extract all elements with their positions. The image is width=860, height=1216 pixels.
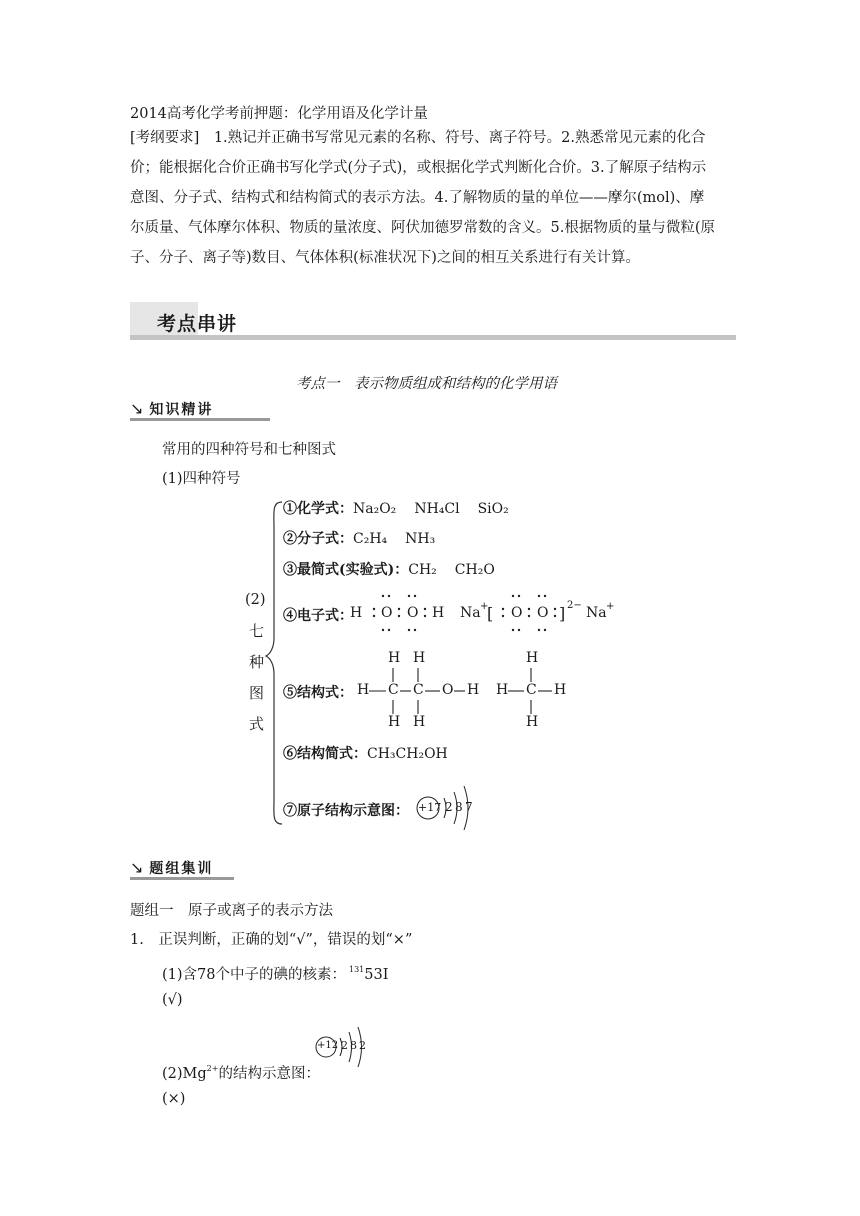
ef-na2: Na: [586, 605, 607, 621]
item-6-value: CH₃CH₂OH: [367, 746, 448, 762]
cl-shell-1: 2: [445, 800, 453, 814]
question-1: 1. 正误判断，正确的划“√”，错误的划“×”: [130, 932, 413, 948]
knowledge-header-label: 知识精讲: [149, 402, 214, 418]
q1-1-text: (1)含78个中子的碘的核素：: [162, 967, 346, 983]
ef-h1: H: [350, 605, 363, 621]
item-empirical-formula: [283, 559, 495, 579]
section-band: [130, 302, 736, 340]
arrow-icon: ↘: [130, 399, 144, 418]
requirements-paragraph: [130, 128, 715, 278]
sf-eth-bot-1: H: [388, 714, 401, 730]
ef-na1-charge: +: [480, 601, 489, 612]
electron-formula: [350, 592, 640, 634]
section-label: 考点串讲: [157, 313, 238, 335]
question-1-2: [162, 1059, 320, 1084]
item-5-label: ⑤结构式：: [283, 685, 353, 701]
sf-meth-top: H: [526, 650, 539, 666]
q1-1-mass-number: 131: [349, 965, 365, 974]
bracket-char-2: 种: [249, 653, 265, 671]
bracket-char-1: 七: [249, 622, 265, 640]
sf-meth-3: H: [554, 682, 567, 698]
sf-eth-2: C: [388, 682, 399, 698]
item-6-label: ⑥结构简式：: [283, 746, 367, 762]
answer-1-1: (√): [162, 992, 183, 1008]
bond-lines: [355, 648, 575, 734]
ef-anion-charge: 2−: [567, 600, 582, 611]
bracket-char-4: 式: [249, 715, 265, 733]
arrow-icon: ↘: [130, 858, 144, 877]
sf-eth-5: H: [467, 682, 480, 698]
sf-eth-3: C: [413, 682, 424, 698]
bracket-char-3: 图: [249, 684, 265, 702]
cl-shell-3: 7: [465, 800, 473, 814]
q1-2-text: 的结构示意图：: [218, 1066, 320, 1082]
q1-1-symbol: 53I: [364, 967, 389, 983]
practice-header-label: 题组集训: [149, 861, 214, 877]
ef-right-bracket: ]: [559, 604, 566, 623]
document-title: 2014高考化学考前押题：化学用语及化学计量: [130, 106, 428, 122]
four-symbols-label: (1)四种符号: [162, 471, 241, 487]
mg-nucleus: +12: [317, 1040, 339, 1051]
sf-meth-2: C: [526, 682, 537, 698]
sf-eth-bot-2: H: [413, 714, 426, 730]
sf-eth-4: O: [442, 682, 454, 698]
req-line-5: 子、分子、离子等)数目、气体体积(标准状况下)之间的相互关系进行有关计算。: [130, 250, 640, 266]
q1-2-charge: 2+: [206, 1064, 219, 1073]
cl-shell-2: 8: [455, 800, 463, 814]
mg-shell-3: 2: [359, 1039, 366, 1052]
bracket-number: (2): [245, 592, 266, 608]
ef-o4: O: [537, 605, 549, 621]
ef-o2: O: [407, 605, 419, 621]
atom-diagram-mg: [312, 1022, 368, 1072]
item-3-value-1: CH₂: [408, 562, 437, 578]
group-1-title: 题组一 原子或离子的表示方法: [130, 903, 333, 919]
knowledge-intro: 常用的四种符号和七种图式: [162, 442, 336, 458]
item-1-value-1: Na₂O₂: [353, 501, 397, 517]
mg-shell-1: 2: [341, 1039, 348, 1052]
req-line-4: 尔质量、气体摩尔体积、物质的量浓度、阿伏加德罗常数的含义。5.根据物质的量与微粒(原: [130, 220, 715, 236]
ef-o1: O: [381, 605, 393, 621]
sf-eth-top-1: H: [388, 650, 401, 666]
ef-left-bracket: [: [487, 604, 494, 623]
ef-na2-charge: +: [606, 601, 615, 612]
atom-diagram-cl: [412, 780, 476, 836]
sf-eth-1: H: [357, 682, 370, 698]
knowledge-header: [130, 399, 270, 423]
item-7-label: ⑦原子结构示意图：: [283, 803, 409, 819]
structural-formula: [355, 648, 575, 734]
mg-shell-2: 8: [350, 1039, 357, 1052]
item-1-label: ①化学式：: [283, 501, 353, 517]
req-line-2: 价；能根据化合价正确书写化学式(分子式)，或根据化学式判断化合价。3.了解原子结构示: [130, 160, 707, 176]
topic-title: 考点一 表示物质组成和结构的化学用语: [296, 376, 557, 392]
item-1-value-3: SiO₂: [477, 501, 509, 517]
item-3-label: ③最简式(实验式)：: [283, 562, 409, 578]
knowledge-underline: [130, 418, 270, 421]
cl-nucleus: +17: [418, 801, 442, 814]
practice-header: [130, 858, 234, 882]
question-1-1: [162, 960, 388, 985]
item-1-value-2: NH₄Cl: [414, 501, 460, 517]
answer-1-2: (×): [162, 1091, 186, 1107]
item-molecular-formula: [283, 528, 435, 548]
req-line-1: [考纲要求] 1.熟记并正确书写常见元素的名称、符号、离子符号。2.熟悉常见元素的化合: [130, 130, 706, 146]
ef-o3: O: [511, 605, 523, 621]
ef-h2: H: [432, 605, 445, 621]
sf-meth-1: H: [496, 682, 509, 698]
sf-meth-bot: H: [526, 714, 539, 730]
item-2-label: ②分子式：: [283, 531, 353, 547]
item-2-value-2: NH₃: [405, 531, 436, 547]
item-condensed-formula: [283, 743, 448, 763]
practice-underline: [130, 877, 234, 880]
q1-2-prefix: (2)Mg: [162, 1066, 207, 1082]
item-4-label: ④电子式：: [283, 608, 353, 624]
item-3-value-2: CH₂O: [454, 562, 495, 578]
electron-dots: [350, 592, 640, 634]
ef-na1: Na: [460, 605, 481, 621]
item-2-value-1: C₂H₄: [353, 531, 388, 547]
req-line-3: 意图、分子式、结构式和结构简式的表示方法。4.了解物质的量的单位——摩尔(mol)、摩: [130, 190, 705, 206]
item-chemical-formula: [283, 498, 509, 518]
sf-eth-top-2: H: [413, 650, 426, 666]
